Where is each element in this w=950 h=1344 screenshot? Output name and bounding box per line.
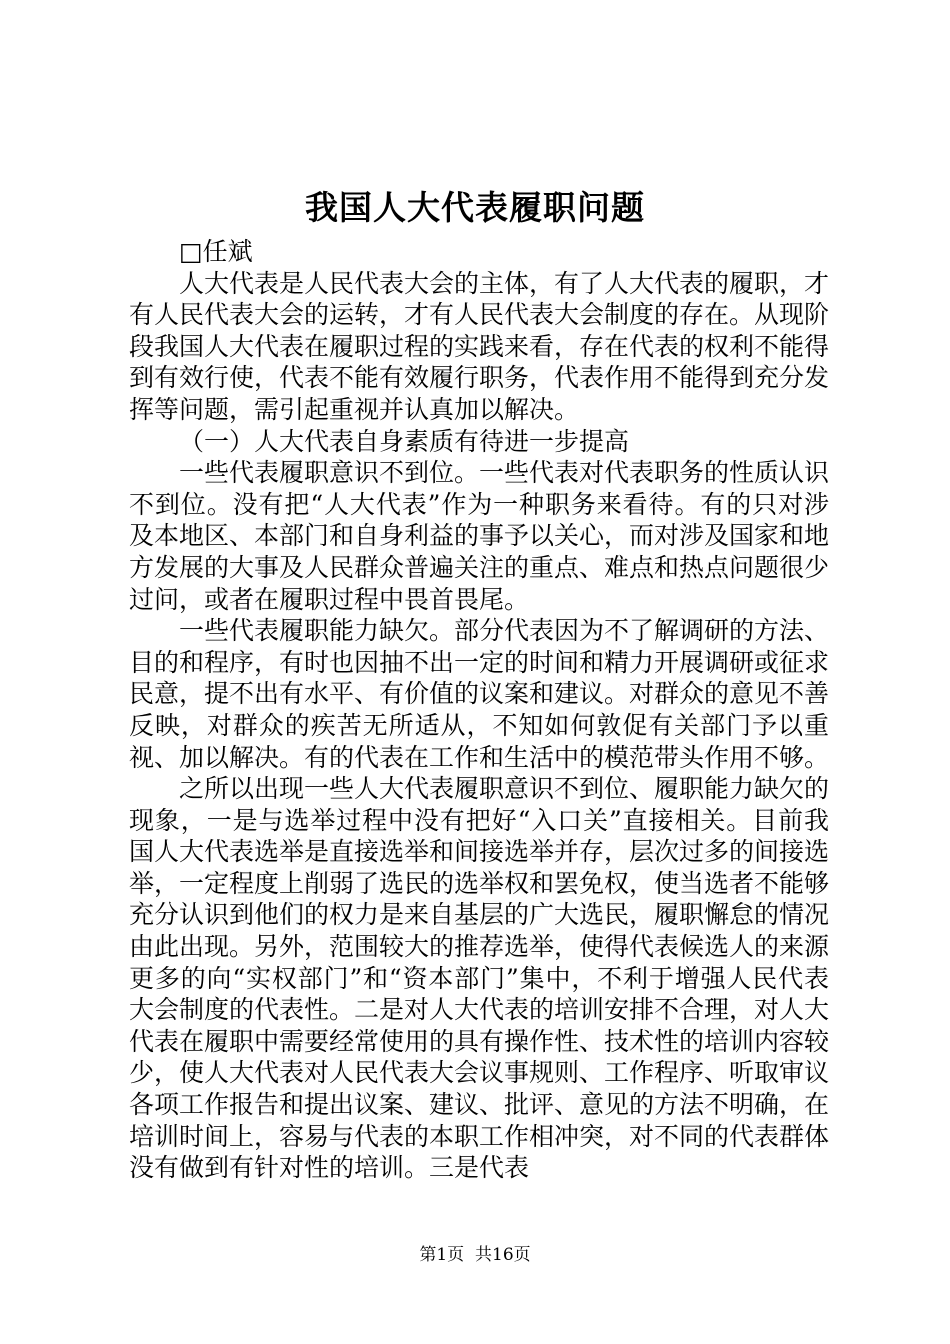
paragraph-ability: 一些代表履职能力缺欠。部分代表因为不了解调研的方法、目的和程序，有时也因抽不出一定的时间和精力开展调研或征求民意，提不出有水平、有价值的议案和建议。对群众的意见不善反映，对群众的疾苦无所适从，不知如何敦促有关部门予以重视、加以解决。有的代表在工作和生活中的模范带头作用不够。 [129, 616, 830, 772]
document-body [129, 236, 829, 1184]
paragraph-awareness: 一些代表履职意识不到位。一些代表对代表职务的性质认识不到位。没有把“人大代表”作为一种职务来看待。有的只对涉及本地区、本部门和自身利益的事予以关心，而对涉及国家和地方发展的大事及人民群众普遍关注的重点、难点和热点问题很少过问，或者在履职过程中畏首畏尾。 [129, 458, 830, 614]
author-line: □任斌 [179, 237, 253, 266]
document-title: 我国人大代表履职问题 [305, 188, 645, 227]
page-total: 共16页 [475, 1245, 531, 1265]
section-heading: （一）人大代表自身素质有待进一步提高 [179, 426, 630, 456]
paragraph-causes: 之所以出现一些人大代表履职意识不到位、履职能力缺欠的现象，一是与选举过程中没有把好“入口关”直接相关。目前我国人大代表选举是直接选举和间接选举并存，层次过多的间接选举，一定程度上削弱了选民的选举权和罢免权，使当选者不能够充分认识到他们的权力是来自基层的广大选民，履职懈怠的情况由此出现。另外，范围较大的推荐选举，使得代表候选人的来源更多的向“实权部门”和“资本部门”集中，不利于增强人民代表大会制度的代表性。二是对人大代表的培训安排不合理，对人大代表在履职中需要经常使用的具有操作性、技术性的培训内容较少，使人大代表对人民代表大会议事规则、工作程序、听取审议各项工作报告和提出议案、建议、批评、意见的方法不明确，在培训时间上，容易与代表的本职工作相冲突，对不同的代表群体没有做到有针对性的培训。三是代表 [129, 774, 830, 1183]
page-footer [0, 1244, 950, 1266]
page-number: 第1页 [419, 1245, 465, 1265]
paragraph-intro: 人大代表是人民代表大会的主体，有了人大代表的履职，才有人民代表大会的运转，才有人民代表大会制度的存在。从现阶段我国人大代表在履职过程的实践来看，存在代表的权利不能得到有效行使，代表不能有效履行职务，代表作用不能得到充分发挥等问题，需引起重视并认真加以解决。 [129, 268, 830, 424]
